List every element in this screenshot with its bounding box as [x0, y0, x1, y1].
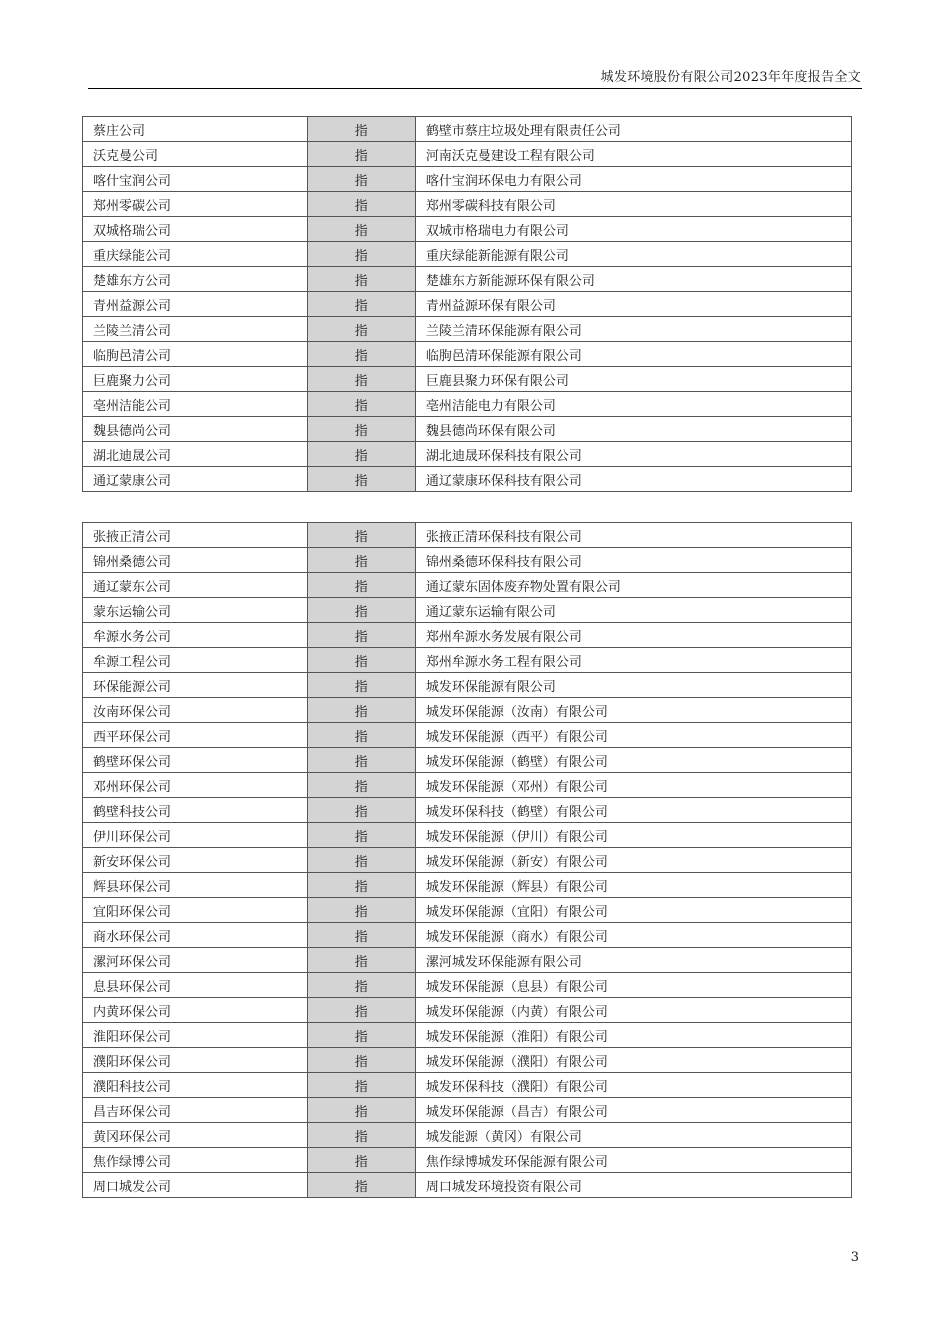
- table-row: [83, 573, 852, 598]
- refers-cell: 指: [307, 573, 415, 598]
- term-cell: 内黄环保公司: [83, 998, 308, 1023]
- definition-cell: 郑州牟源水务工程有限公司: [415, 648, 851, 673]
- table-row: [83, 142, 852, 167]
- refers-cell: 指: [307, 292, 415, 317]
- refers-cell: 指: [307, 267, 415, 292]
- definition-cell: 青州益源环保有限公司: [415, 292, 851, 317]
- definition-cell: 魏县德尚环保有限公司: [415, 417, 851, 442]
- term-cell: 沃克曼公司: [83, 142, 308, 167]
- table-row: [83, 1148, 852, 1173]
- term-cell: 商水环保公司: [83, 923, 308, 948]
- term-cell: 鹤壁科技公司: [83, 798, 308, 823]
- table-row: [83, 367, 852, 392]
- refers-cell: 指: [307, 948, 415, 973]
- term-cell: 湖北迪晟公司: [83, 442, 308, 467]
- refers-cell: 指: [307, 1098, 415, 1123]
- definition-cell: 城发环保能源（辉县）有限公司: [415, 873, 851, 898]
- definition-cell: 城发环保能源（新安）有限公司: [415, 848, 851, 873]
- definition-cell: 通辽蒙东运输有限公司: [415, 598, 851, 623]
- definition-cell: 通辽蒙东固体废弃物处置有限公司: [415, 573, 851, 598]
- term-cell: 魏县德尚公司: [83, 417, 308, 442]
- term-cell: 喀什宝润公司: [83, 167, 308, 192]
- refers-cell: 指: [307, 848, 415, 873]
- table-row: [83, 623, 852, 648]
- page-number: 3: [850, 1250, 859, 1265]
- table-row: [83, 342, 852, 367]
- definition-cell: 河南沃克曼建设工程有限公司: [415, 142, 851, 167]
- definition-cell: 双城市格瑞电力有限公司: [415, 217, 851, 242]
- table-row: [83, 748, 852, 773]
- refers-cell: 指: [307, 548, 415, 573]
- term-cell: 兰陵兰清公司: [83, 317, 308, 342]
- term-cell: 通辽蒙康公司: [83, 467, 308, 492]
- definition-cell: 郑州零碳科技有限公司: [415, 192, 851, 217]
- table-row: [83, 1023, 852, 1048]
- refers-cell: 指: [307, 117, 415, 142]
- definition-cell: 城发能源（黄冈）有限公司: [415, 1123, 851, 1148]
- table-row: [83, 1048, 852, 1073]
- definition-cell: 城发环保能源（宜阳）有限公司: [415, 898, 851, 923]
- refers-cell: 指: [307, 217, 415, 242]
- term-cell: 濮阳环保公司: [83, 1048, 308, 1073]
- definition-cell: 城发环保能源（西平）有限公司: [415, 723, 851, 748]
- refers-cell: 指: [307, 1048, 415, 1073]
- term-cell: 黄冈环保公司: [83, 1123, 308, 1148]
- table-row: [83, 392, 852, 417]
- term-cell: 双城格瑞公司: [83, 217, 308, 242]
- refers-cell: 指: [307, 898, 415, 923]
- refers-cell: 指: [307, 242, 415, 267]
- definition-cell: 城发环保能源（濮阳）有限公司: [415, 1048, 851, 1073]
- definition-cell: 城发环保能源有限公司: [415, 673, 851, 698]
- refers-cell: 指: [307, 417, 415, 442]
- table-row: [83, 467, 852, 492]
- definitions-table-2: [82, 522, 852, 1198]
- refers-cell: 指: [307, 973, 415, 998]
- refers-cell: 指: [307, 998, 415, 1023]
- term-cell: 汝南环保公司: [83, 698, 308, 723]
- definition-cell: 城发环保能源（息县）有限公司: [415, 973, 851, 998]
- refers-cell: 指: [307, 467, 415, 492]
- definition-cell: 喀什宝润环保电力有限公司: [415, 167, 851, 192]
- term-cell: 锦州桑德公司: [83, 548, 308, 573]
- term-cell: 蔡庄公司: [83, 117, 308, 142]
- refers-cell: 指: [307, 923, 415, 948]
- term-cell: 亳州洁能公司: [83, 392, 308, 417]
- table-row: [83, 948, 852, 973]
- table-row: [83, 998, 852, 1023]
- refers-cell: 指: [307, 342, 415, 367]
- definition-cell: 城发环保能源（鹤壁）有限公司: [415, 748, 851, 773]
- table-row: [83, 267, 852, 292]
- definition-cell: 城发环保科技（濮阳）有限公司: [415, 1073, 851, 1098]
- definition-cell: 通辽蒙康环保科技有限公司: [415, 467, 851, 492]
- term-cell: 牟源工程公司: [83, 648, 308, 673]
- table-row: [83, 698, 852, 723]
- refers-cell: 指: [307, 392, 415, 417]
- term-cell: 伊川环保公司: [83, 823, 308, 848]
- table-row: [83, 217, 852, 242]
- definition-cell: 城发环保能源（汝南）有限公司: [415, 698, 851, 723]
- definition-cell: 城发环保能源（商水）有限公司: [415, 923, 851, 948]
- table-row: [83, 317, 852, 342]
- table-row: [83, 167, 852, 192]
- table-row: [83, 523, 852, 548]
- table-row: [83, 848, 852, 873]
- definitions-table-1: [82, 116, 852, 492]
- table-row: [83, 242, 852, 267]
- term-cell: 辉县环保公司: [83, 873, 308, 898]
- term-cell: 临朐邑清公司: [83, 342, 308, 367]
- definition-cell: 巨鹿县聚力环保有限公司: [415, 367, 851, 392]
- table-row: [83, 1073, 852, 1098]
- term-cell: 邓州环保公司: [83, 773, 308, 798]
- term-cell: 淮阳环保公司: [83, 1023, 308, 1048]
- refers-cell: 指: [307, 598, 415, 623]
- refers-cell: 指: [307, 698, 415, 723]
- table-row: [83, 673, 852, 698]
- definition-cell: 郑州牟源水务发展有限公司: [415, 623, 851, 648]
- refers-cell: 指: [307, 623, 415, 648]
- term-cell: 郑州零碳公司: [83, 192, 308, 217]
- table-row: [83, 773, 852, 798]
- table-row: [83, 442, 852, 467]
- term-cell: 濮阳科技公司: [83, 1073, 308, 1098]
- table-row: [83, 798, 852, 823]
- term-cell: 楚雄东方公司: [83, 267, 308, 292]
- refers-cell: 指: [307, 523, 415, 548]
- term-cell: 西平环保公司: [83, 723, 308, 748]
- refers-cell: 指: [307, 367, 415, 392]
- term-cell: 张掖正清公司: [83, 523, 308, 548]
- document-header-title: 城发环境股份有限公司2023年年度报告全文: [600, 70, 861, 85]
- refers-cell: 指: [307, 442, 415, 467]
- refers-cell: 指: [307, 1173, 415, 1198]
- term-cell: 牟源水务公司: [83, 623, 308, 648]
- refers-cell: 指: [307, 773, 415, 798]
- refers-cell: 指: [307, 1123, 415, 1148]
- definition-cell: 重庆绿能新能源有限公司: [415, 242, 851, 267]
- refers-cell: 指: [307, 192, 415, 217]
- refers-cell: 指: [307, 142, 415, 167]
- refers-cell: 指: [307, 167, 415, 192]
- term-cell: 周口城发公司: [83, 1173, 308, 1198]
- table-row: [83, 292, 852, 317]
- term-cell: 环保能源公司: [83, 673, 308, 698]
- term-cell: 息县环保公司: [83, 973, 308, 998]
- refers-cell: 指: [307, 873, 415, 898]
- table-row: [83, 548, 852, 573]
- table-row: [83, 117, 852, 142]
- definition-cell: 城发环保能源（伊川）有限公司: [415, 823, 851, 848]
- term-cell: 重庆绿能公司: [83, 242, 308, 267]
- definition-cell: 鹤壁市蔡庄垃圾处理有限责任公司: [415, 117, 851, 142]
- term-cell: 通辽蒙东公司: [83, 573, 308, 598]
- definition-cell: 城发环保科技（鹤壁）有限公司: [415, 798, 851, 823]
- term-cell: 昌吉环保公司: [83, 1098, 308, 1123]
- table-row: [83, 723, 852, 748]
- refers-cell: 指: [307, 1148, 415, 1173]
- term-cell: 宜阳环保公司: [83, 898, 308, 923]
- table-row: [83, 1173, 852, 1198]
- table-row: [83, 648, 852, 673]
- definition-cell: 焦作绿博城发环保能源有限公司: [415, 1148, 851, 1173]
- table-row: [83, 192, 852, 217]
- refers-cell: 指: [307, 673, 415, 698]
- table-row: [83, 823, 852, 848]
- definition-cell: 城发环保能源（邓州）有限公司: [415, 773, 851, 798]
- definition-cell: 临朐邑清环保能源有限公司: [415, 342, 851, 367]
- definition-cell: 周口城发环境投资有限公司: [415, 1173, 851, 1198]
- refers-cell: 指: [307, 317, 415, 342]
- definition-cell: 楚雄东方新能源环保有限公司: [415, 267, 851, 292]
- definition-cell: 锦州桑德环保科技有限公司: [415, 548, 851, 573]
- table-row: [83, 417, 852, 442]
- definition-cell: 张掖正清环保科技有限公司: [415, 523, 851, 548]
- term-cell: 漯河环保公司: [83, 948, 308, 973]
- term-cell: 新安环保公司: [83, 848, 308, 873]
- term-cell: 焦作绿博公司: [83, 1148, 308, 1173]
- table-row: [83, 973, 852, 998]
- refers-cell: 指: [307, 1023, 415, 1048]
- table-row: [83, 873, 852, 898]
- table-row: [83, 923, 852, 948]
- definition-cell: 漯河城发环保能源有限公司: [415, 948, 851, 973]
- table-row: [83, 1098, 852, 1123]
- refers-cell: 指: [307, 1073, 415, 1098]
- table-row: [83, 598, 852, 623]
- refers-cell: 指: [307, 748, 415, 773]
- term-cell: 青州益源公司: [83, 292, 308, 317]
- refers-cell: 指: [307, 823, 415, 848]
- header-divider: [88, 88, 862, 89]
- definition-cell: 亳州洁能电力有限公司: [415, 392, 851, 417]
- definition-cell: 城发环保能源（淮阳）有限公司: [415, 1023, 851, 1048]
- refers-cell: 指: [307, 798, 415, 823]
- definition-cell: 城发环保能源（内黄）有限公司: [415, 998, 851, 1023]
- refers-cell: 指: [307, 723, 415, 748]
- definition-cell: 兰陵兰清环保能源有限公司: [415, 317, 851, 342]
- table-row: [83, 1123, 852, 1148]
- term-cell: 蒙东运输公司: [83, 598, 308, 623]
- refers-cell: 指: [307, 648, 415, 673]
- definition-cell: 湖北迪晟环保科技有限公司: [415, 442, 851, 467]
- term-cell: 鹤壁环保公司: [83, 748, 308, 773]
- term-cell: 巨鹿聚力公司: [83, 367, 308, 392]
- definition-cell: 城发环保能源（昌吉）有限公司: [415, 1098, 851, 1123]
- table-row: [83, 898, 852, 923]
